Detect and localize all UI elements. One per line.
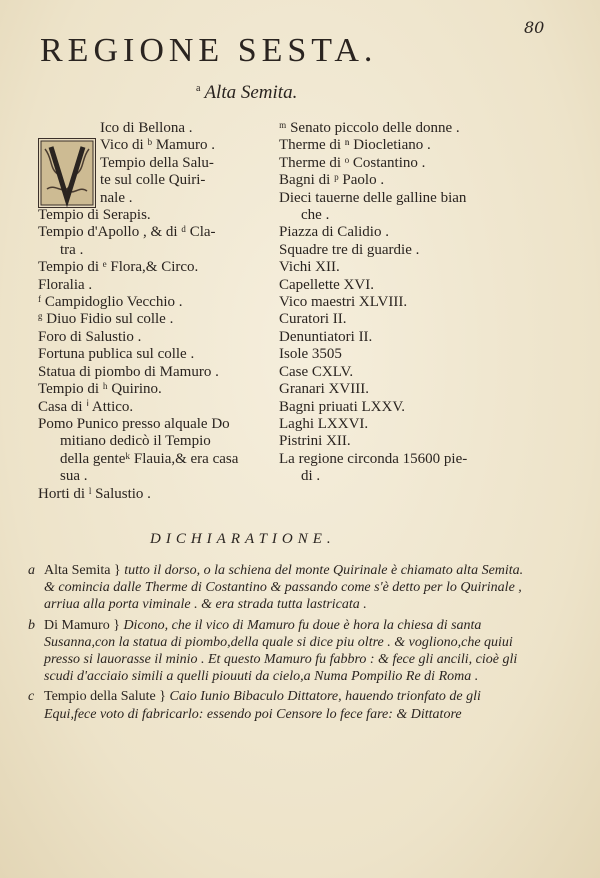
right-column-entry: Vico maestri XLVIII. — [279, 294, 408, 311]
left-column-entry: ᶠ Campidoglio Vecchio . — [38, 294, 183, 311]
right-column-entry: Isole 3505 — [279, 346, 342, 363]
right-column-entry: di . — [301, 468, 321, 485]
note-term: Di Mamuro } — [44, 617, 120, 633]
notes-section — [28, 562, 528, 726]
left-column-entry: ᵍ Diuo Fidio sul colle . — [38, 311, 174, 328]
note-item — [28, 562, 528, 614]
right-column-entry: Piazza di Calidio . — [279, 224, 389, 241]
right-column-entry: Case CXLV. — [279, 363, 354, 380]
left-column-entry: te sul colle Quiri- — [100, 172, 206, 189]
left-column-entry: Foro di Salustio . — [38, 328, 142, 345]
subtitle-text: Alta Semita. — [204, 82, 298, 103]
right-column-entry: Bagni priuati LXXV. — [279, 398, 405, 415]
note-term: Alta Semita } — [44, 563, 121, 578]
left-column — [38, 120, 268, 503]
left-column-entry: Tempio d'Apollo , & di ᵈ Cla- — [38, 224, 216, 241]
note-text: Caio Iunio Bibaculo Dittatore, hauendo trionfato de gli Equi,fece voto di fabricarlo: essendo poi Censore lo fece fare: & Dittatore — [44, 689, 481, 722]
page-title: REGIONE SESTA. — [40, 32, 378, 69]
right-column-entry: Capellette XVI. — [279, 276, 374, 293]
left-column-entry: Floralia . — [38, 276, 93, 293]
right-column-entry: Vichi XII. — [279, 259, 340, 276]
right-column-entry: Denuntiatori II. — [279, 328, 373, 345]
page-number: 80 — [524, 18, 545, 37]
left-column-entry: nale . — [100, 189, 133, 206]
right-column-entry: Therme di ᵒ Costantino . — [279, 154, 426, 171]
right-column-entry: Curatori II. — [279, 311, 347, 328]
right-column-entry: Therme di ⁿ Diocletiano . — [279, 137, 431, 154]
left-column-entry: Horti di ˡ Salustio . — [38, 485, 151, 502]
left-column-entry: Vico di ᵇ Mamuro . — [100, 137, 215, 154]
left-column-entry: della genteᵏ Flauia,& era casa — [60, 450, 239, 467]
left-column-entry: Tempio di ᵉ Flora,& Circo. — [38, 259, 199, 276]
note-text: tutto il dorso, o la schiena del monte Quirinale è chiamato alta Semita. & comincia dalle Therme di Costantino & passando come s'è detto per lo Quirinale , arriua alla porta viminale . & era strada tutta lastricata . — [44, 563, 524, 613]
left-column-entry: Casa di ⁱ Attico. — [38, 398, 134, 415]
left-column-entry: Statua di piombo di Mamuro . — [38, 363, 219, 380]
note-item — [28, 617, 528, 686]
left-column-entry: Pomo Punico presso alquale Do — [38, 415, 230, 432]
left-column-entry: sua . — [60, 468, 88, 485]
right-column-entry: Dieci tauerne delle galline bian — [279, 189, 467, 206]
right-column-entry: Granari XVIII. — [279, 381, 369, 398]
note-key: b — [28, 617, 35, 633]
page-subtitle — [196, 82, 297, 104]
left-column-entry: Tempio della Salu- — [100, 154, 214, 171]
right-column-entry: ᵐ Senato piccolo delle donne . — [279, 120, 460, 136]
right-column-entry: che . — [301, 207, 330, 224]
right-column-entry: Pistrini XII. — [279, 433, 351, 450]
left-column-entry: Ico di Bellona . — [100, 120, 193, 136]
left-column-entry: Fortuna publica sul colle . — [38, 346, 195, 363]
left-column-entry: Tempio di Serapis. — [38, 207, 151, 224]
left-column-entry: Tempio di ʰ Quirino. — [38, 381, 162, 398]
note-term: Tempio della Salute } — [44, 689, 166, 705]
subtitle-marker: a — [196, 82, 201, 94]
right-column-entry: La regione circonda 15600 pie- — [279, 450, 468, 467]
right-column-entry: Squadre tre di guardie . — [279, 241, 420, 258]
note-key: a — [28, 563, 35, 578]
right-column — [279, 120, 519, 486]
declaration-heading: DICHIARATIONE. — [150, 531, 336, 547]
right-column-entry: Laghi LXXVI. — [279, 415, 369, 432]
right-column-entry: Bagni di ᵖ Paolo . — [279, 172, 385, 189]
left-column-entry: tra . — [60, 241, 84, 258]
note-text: Dicono, che il vico di Mamuro fu doue è hora la chiesa di santa Susanna,con la statua di piombo,della quale si dice piu oltre . & vogliono,che quiui presso si lauorasse il minio . Et questo Mamuro fu fabbro : & fece gli ancili, cioè gli scudi d'acciaio simili a quelli piouuti da cielo,a Numa Pompilio Re di Roma . — [44, 617, 518, 685]
note-item — [28, 688, 528, 722]
left-column-entry: mitiano dedicò il Tempio — [60, 433, 211, 450]
note-key: c — [28, 689, 35, 705]
